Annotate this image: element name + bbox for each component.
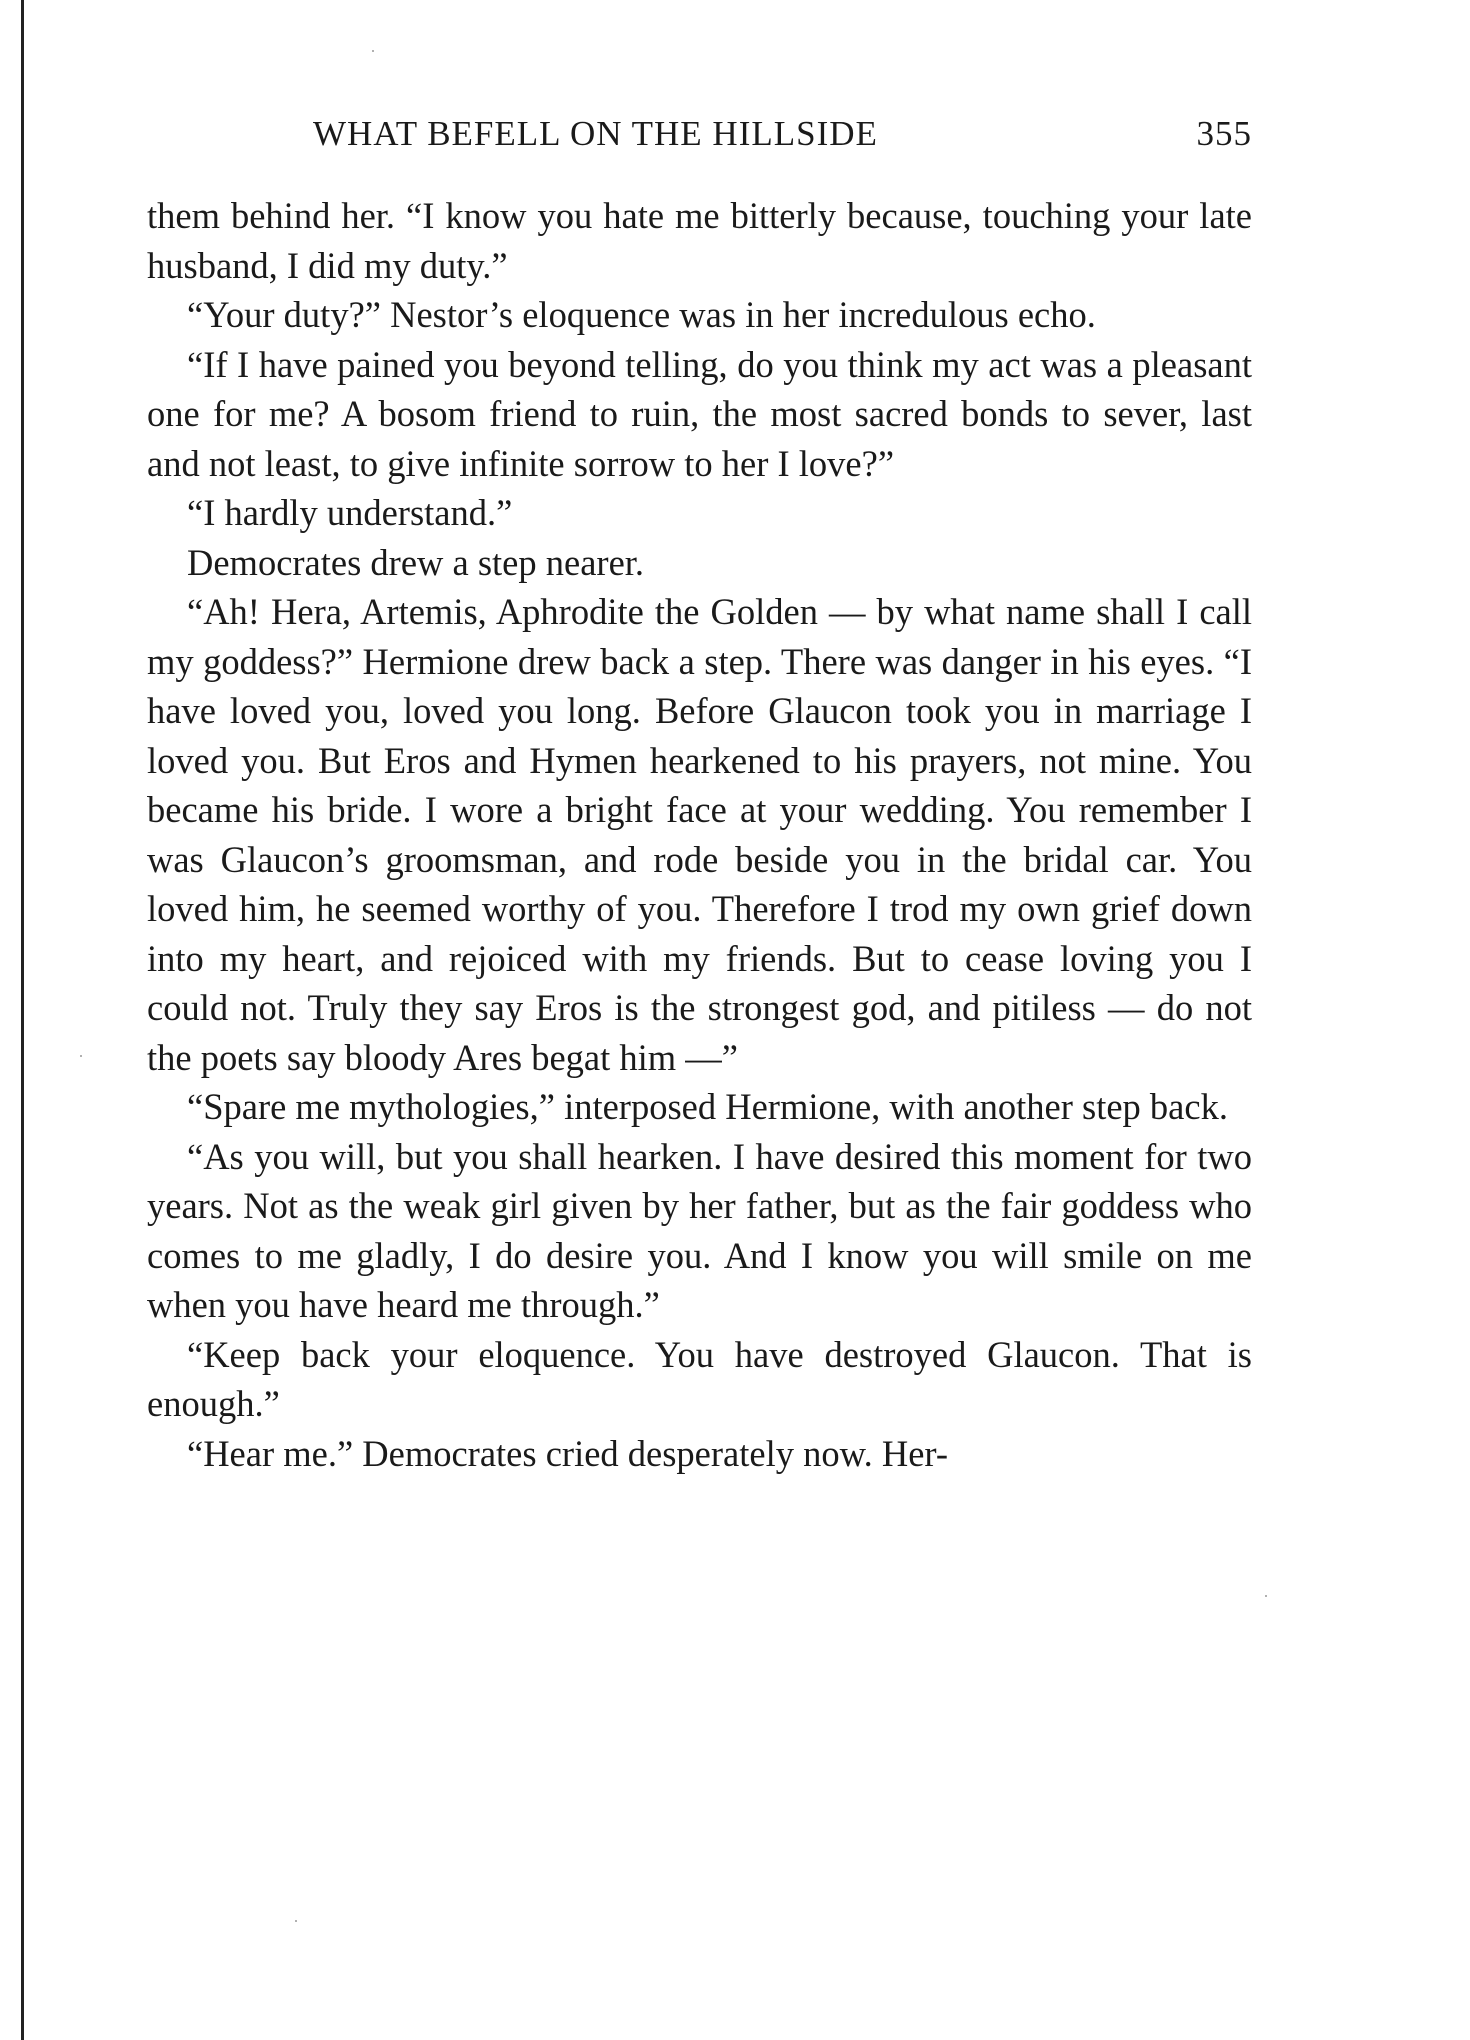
body-text [147, 191, 1252, 1478]
paper-speck [80, 1055, 82, 1057]
paragraph: “Hear me.” Democrates cried desperately now. Her- [187, 1432, 948, 1474]
paragraph: “Keep back your eloquence. You have destroyed Glaucon. That is enough.” [147, 1333, 1252, 1424]
running-title: WHAT BEFELL ON THE HILLSIDE [313, 114, 878, 153]
paper-speck [372, 50, 374, 52]
paper-speck [1265, 1595, 1267, 1597]
page-number: 355 [1196, 114, 1252, 153]
running-head [147, 108, 1252, 168]
paragraph: “As you will, but you shall hearken. I have desired this moment for two years. Not as the weak girl given by her father, but as the fair goddess who comes to me gladly, I do desire you. And I know you will smile on me when you have heard me through.” [147, 1135, 1252, 1325]
book-page [147, 108, 1252, 1478]
paragraph: “Spare me mythologies,” interposed Hermione, with another step back. [187, 1086, 1228, 1127]
paragraph: “If I have pained you beyond telling, do you think my act was a pleasant one for me? A bosom friend to ruin, the most sacred bonds to sever, last and not least, to give infinite sorrow to her I love?” [147, 343, 1252, 484]
page-binding-edge [21, 0, 24, 2040]
paragraph: “Ah! Hera, Artemis, Aphrodite the Golden — by what name shall I call my goddess?” Hermione drew back a step. There was danger in his eyes. “I have loved you, loved you long. Before Glaucon took you in marriage I loved you. But Eros and Hymen hearkened to his prayers, not mine. You became his bride. I wore a bright face at your wedding. You remember I was Glaucon’s groomsman, and rode beside you in the bridal car. You loved him, he seemed worthy of you. Therefore I trod my own grief down into my heart, and rejoiced with my friends. But to cease loving you I could not. Truly they say Eros is the strongest god, and pitiless — do not the poets say bloody Ares begat him —” [147, 591, 1252, 1078]
paragraph: “I hardly understand.” [187, 492, 513, 533]
paragraph: “Your duty?” Nestor’s eloquence was in her incredulous echo. [187, 294, 1096, 335]
paper-speck [295, 1920, 297, 1922]
paragraph: them behind her. “I know you hate me bitterly because, touching your late husband, I did my duty.” [147, 195, 1252, 286]
paragraph: Democrates drew a step nearer. [187, 541, 645, 583]
